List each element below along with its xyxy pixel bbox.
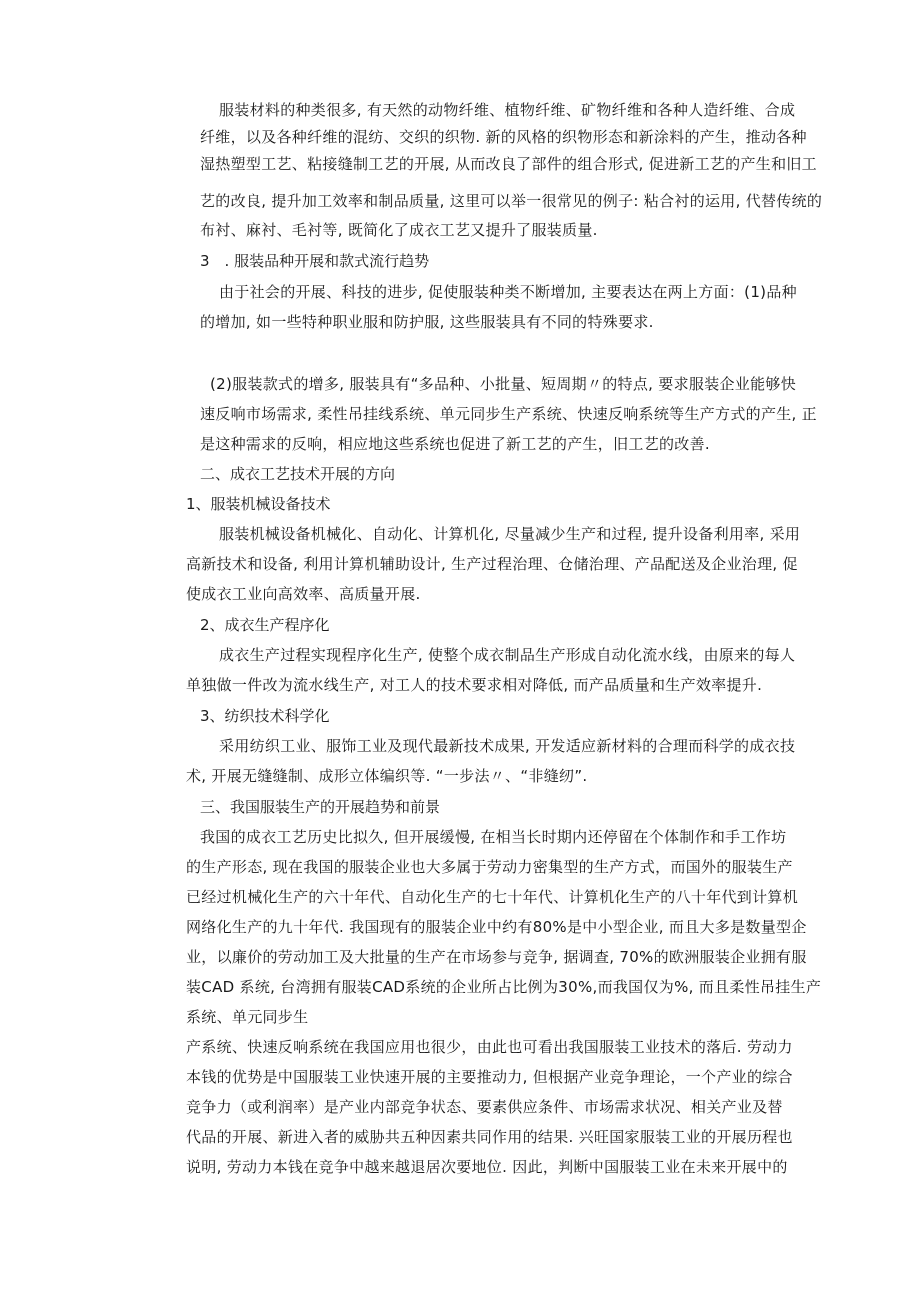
paragraph-line: 服装机械设备机械化、自动化、计算机化, 尽量减少生产和过程, 提升设备利用率, 采用: [219, 525, 801, 543]
paragraph-line: 高新技术和设备, 利用计算机辅助设计, 生产过程治理、仓储治理、产品配送及企业治理, 促: [186, 555, 798, 573]
paragraph-line: 由于社会的开展、科技的进步, 促使服装种类不断增加, 主要表达在两上方面：(1)品种: [219, 283, 797, 301]
paragraph-line: 说明, 劳动力本钱在竞争中越来越退居次要地位. 因此，判断中国服装工业在未来开展中的: [186, 1158, 788, 1176]
paragraph-line: 湿热塑型工艺、粘接缝制工艺的开展, 从而改良了部件的组合形式, 促进新工艺的产生和旧工: [200, 155, 817, 173]
paragraph-line: 代品的开展、新进入者的威胁共五种因素共同作用的结果. 兴旺国家服装工业的开展历程也: [186, 1128, 793, 1146]
section-heading: 2、成衣生产程序化: [200, 616, 330, 634]
paragraph-line: 网络化生产的九十年代. 我国现有的服装企业中约有80%是中小型企业, 而且大多是数量型企: [186, 918, 807, 936]
section-heading: 二、成衣工艺技术开展的方向: [200, 465, 396, 483]
section-heading: 1、服装机械设备技术: [186, 495, 331, 513]
paragraph-line: 速反响市场需求, 柔性吊挂线系统、单元同步生产系统、快速反响系统等生产方式的产生, 正: [200, 405, 817, 423]
paragraph-line: 单独做一件改为流水线生产, 对工人的技术要求相对降低, 而产品质量和生产效率提升.: [186, 676, 763, 694]
paragraph-line: 装CAD 系统, 台湾拥有服装CAD系统的企业所占比例为30%,而我国仅为%, 而且柔性吊挂生产: [186, 978, 822, 996]
paragraph-line: 我国的成衣工艺历史比拟久, 但开展缓慢, 在相当长时期内还停留在个体制作和手工作坊: [200, 828, 787, 846]
paragraph-line: 已经过机械化生产的六十年代、自动化生产的七十年代、计算机化生产的八十年代到计算机: [186, 888, 799, 906]
paragraph-line: 采用纺织工业、服饰工业及现代最新技术成果, 开发适应新材料的合理而科学的成衣技: [219, 737, 796, 755]
paragraph-line: 成衣生产过程实现程序化生产, 使整个成衣制品生产形成自动化流水线，由原来的每人: [219, 646, 796, 664]
paragraph-line: 服装材料的种类很多, 有天然的动物纤维、植物纤维、矿物纤维和各种人造纤维、合成: [219, 101, 796, 119]
paragraph-line: 本钱的优势是中国服装工业快速开展的主要推动力, 但根据产业竞争理论，一个产业的综合: [186, 1068, 793, 1086]
section-heading: 三、我国服装生产的开展趋势和前景: [200, 798, 441, 816]
paragraph-line: 使成衣工业向高效率、高质量开展.: [186, 585, 421, 603]
paragraph-line: 业，以廉价的劳动加工及大批量的生产在市场参与竞争, 据调查, 70%的欧洲服装企业拥有服: [186, 948, 807, 966]
paragraph-line: 的生产形态, 现在我国的服装企业也大多属于劳动力密集型的生产方式，而国外的服装生产: [186, 858, 793, 876]
paragraph-line: 术, 开展无缝缝制、成形立体编织等. “一步法〃、“非缝纫”.: [186, 767, 588, 785]
paragraph-line: 竞争力（或利润率）是产业内部竞争状态、要素供应条件、市场需求状况、相关产业及替: [186, 1098, 783, 1116]
paragraph-line: (2)服装款式的增多, 服装具有“多品种、小批量、短周期〃的特点, 要求服装企业能够快: [210, 375, 796, 393]
paragraph-line: 纤维，以及各种纤维的混纺、交织的织物. 新的风格的织物形态和新涂料的产生，推动各种: [200, 128, 807, 146]
paragraph-line: 是这种需求的反响，相应地这些系统也促进了新工艺的产生，旧工艺的改善.: [200, 435, 710, 453]
paragraph-line: 艺的改良, 提升加工效率和制品质量, 这里可以举一很常见的例子: 粘合衬的运用, 代替传统的: [200, 192, 823, 210]
paragraph-line: 产系统、快速反响系统在我国应用也很少，由此也可看出我国服装工业技术的落后. 劳动力: [186, 1038, 793, 1056]
paragraph-line: 的增加, 如一些特种职业服和防护服, 这些服装具有不同的特殊要求.: [200, 313, 654, 331]
section-heading: 3 . 服装品种开展和款式流行趋势: [200, 252, 430, 270]
paragraph-line: 布衬、麻衬、毛衬等, 既简化了成衣工艺又提升了服装质量.: [200, 221, 598, 239]
paragraph-line: 系统、单元同步生: [186, 1008, 309, 1026]
section-heading: 3、纺织技术科学化: [200, 707, 330, 725]
